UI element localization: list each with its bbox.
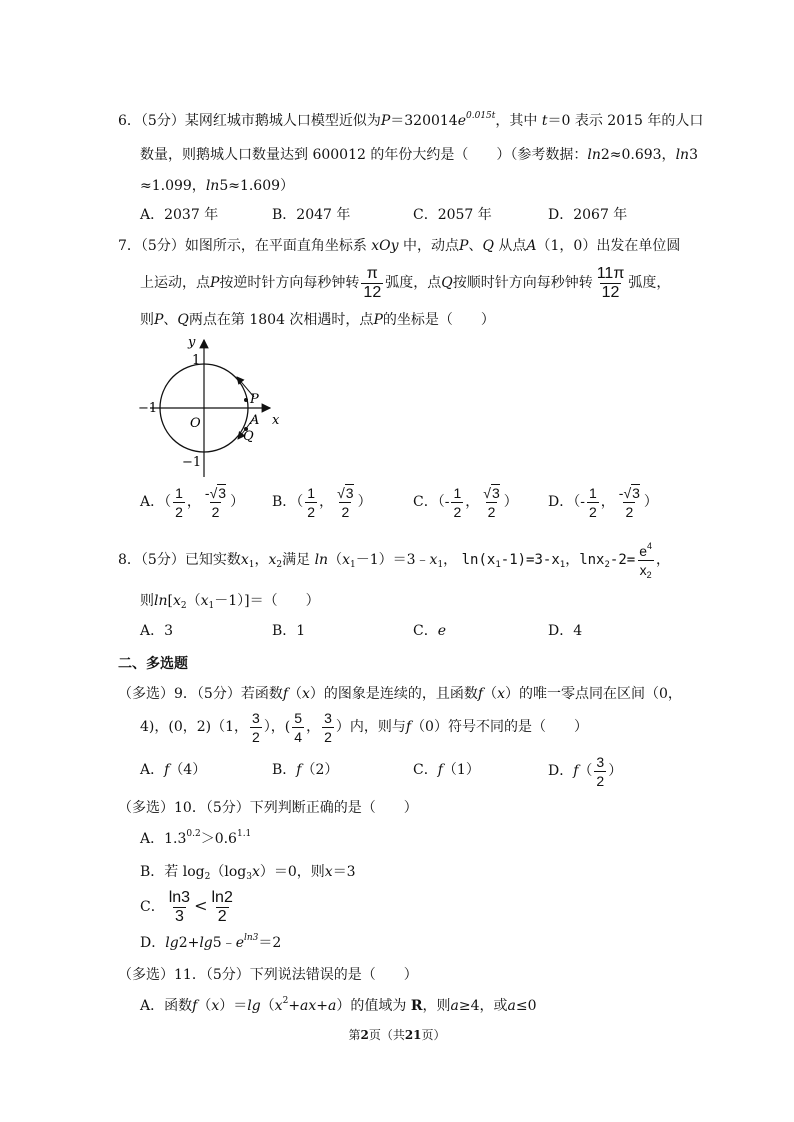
option-text: B．若 log xyxy=(140,864,205,880)
denominator: 12 xyxy=(363,283,382,301)
var-x1: x xyxy=(240,552,249,568)
ln5-value: 5≈1.609） xyxy=(219,178,295,194)
lg: lg xyxy=(247,998,261,1014)
option-label: B．（ xyxy=(272,494,304,510)
q8-option-c[interactable] xyxy=(413,621,446,641)
denominator: 2 xyxy=(453,503,462,520)
q10-option-d[interactable] xyxy=(140,933,281,953)
ln: ln xyxy=(154,593,168,609)
var-a: a xyxy=(450,998,459,1014)
q7-option-c[interactable] xyxy=(413,482,518,522)
fraction: $\frac{-√3}{2}$ xyxy=(618,484,640,520)
subscript: 1 xyxy=(349,560,356,570)
denominator: 4 xyxy=(294,728,303,745)
q8-text: 8．（5分）已知实数 xyxy=(118,552,241,568)
q7-text: 中，动点 xyxy=(403,238,460,254)
q9-option-c[interactable] xyxy=(413,760,480,780)
q10-option-b[interactable] xyxy=(140,862,356,882)
var-f: f xyxy=(192,998,198,1014)
sign: - xyxy=(618,484,624,501)
q8-text: 则 xyxy=(140,593,154,609)
ln: ln xyxy=(587,147,601,163)
subscript: 1 xyxy=(437,560,444,570)
var-e: e xyxy=(437,623,447,639)
option-text: 5﹣ xyxy=(212,935,236,951)
footer-text: 第 xyxy=(348,1028,361,1042)
ln: ln xyxy=(314,552,329,568)
paren: （ xyxy=(288,686,303,702)
fraction xyxy=(250,709,262,746)
fraction xyxy=(292,709,304,746)
var-Q: Q xyxy=(177,312,189,328)
q6-option-c[interactable]: C．2057 年 xyxy=(413,207,492,223)
option-text: ≤0 xyxy=(515,998,537,1014)
exponent: 0.015t xyxy=(466,111,496,121)
eq-part: -2= xyxy=(609,552,636,568)
sign: - xyxy=(204,484,210,501)
total-pages: 21 xyxy=(404,1028,422,1042)
plus: + xyxy=(288,998,301,1014)
fraction xyxy=(637,542,654,579)
option-text: ）＝ xyxy=(219,998,248,1014)
subscript: 1 xyxy=(248,560,255,570)
q8-option-a[interactable]: A．3 xyxy=(140,623,174,639)
q7-option-d[interactable] xyxy=(548,482,658,522)
ln3-value: ≈1.099， xyxy=(140,178,206,194)
sep: ， xyxy=(600,494,615,510)
q8-line2 xyxy=(140,591,320,611)
page-number: 2 xyxy=(360,1028,369,1042)
sep: ， xyxy=(319,494,334,510)
numerator: 1 xyxy=(175,484,183,501)
var-x: x xyxy=(497,686,506,702)
option-label: D．（ xyxy=(548,494,581,510)
var-xOy: xOy xyxy=(371,238,399,254)
numerator: ln2 xyxy=(211,888,233,906)
var-P: P xyxy=(373,312,383,328)
q7-text: 按逆时针方向每秒钟转 xyxy=(219,275,360,291)
denominator: 2 xyxy=(324,728,332,745)
equation-2 xyxy=(579,540,671,580)
fraction xyxy=(173,484,185,521)
superscript: 0.2 xyxy=(186,829,201,839)
var-x: x xyxy=(211,998,220,1014)
superscript: 2 xyxy=(282,996,289,1006)
sep: ， xyxy=(443,552,458,568)
denominator: 2 xyxy=(211,503,220,520)
label-A: A xyxy=(250,413,260,428)
subscript: 2 xyxy=(180,601,187,611)
label-Q: Q xyxy=(243,429,254,444)
denominator: 3 xyxy=(174,907,184,925)
eq-part: ln(x xyxy=(461,552,496,568)
q6-text: ，其中 xyxy=(495,113,542,129)
var-x: x xyxy=(324,864,333,880)
exponent: ln3 xyxy=(244,933,259,943)
q7-text: 则 xyxy=(140,312,154,328)
fraction xyxy=(587,484,599,521)
q9-text: （0）符号不同的是（ ） xyxy=(411,719,588,735)
q7-option-a[interactable] xyxy=(140,482,244,522)
superscript: 4 xyxy=(647,540,653,551)
q6-text: 数量，则鹅城人口数量达到 600012 的年份大约是（ ）（参考数据： xyxy=(140,147,588,163)
fraction xyxy=(209,889,234,926)
var-P: P xyxy=(154,312,164,328)
q9-option-a[interactable] xyxy=(140,760,206,780)
q6-text: ＝0 表示 2015 年的人口 xyxy=(547,113,704,129)
q7-line2 xyxy=(140,264,670,302)
option-label: D． xyxy=(548,763,574,779)
close: ） xyxy=(643,494,658,510)
q7-line1 xyxy=(118,236,680,256)
q9-option-b[interactable] xyxy=(272,760,338,780)
var-t: t xyxy=(541,113,548,129)
var-f: f xyxy=(405,719,412,735)
var-Q: Q xyxy=(441,275,453,291)
q6-option-a[interactable]: A．2037 年 xyxy=(140,207,219,223)
fraction xyxy=(451,484,463,521)
numerator: π xyxy=(366,264,378,282)
sep: ， xyxy=(254,552,269,568)
q6-line3 xyxy=(140,176,294,196)
fraction xyxy=(167,889,192,926)
radicand: 3 xyxy=(491,484,500,501)
numerator: 5 xyxy=(294,709,303,726)
fraction-11pi-12 xyxy=(595,265,627,302)
var-e: e xyxy=(235,935,244,951)
q6-eq: ＝320014 xyxy=(390,113,458,129)
lg: lg xyxy=(199,935,213,951)
close: ） xyxy=(230,494,245,510)
subscript: 3 xyxy=(246,872,252,882)
q9-text: （多选）9．（5分）若函数 xyxy=(118,686,283,702)
denominator: 2 xyxy=(252,728,260,745)
set-R: R xyxy=(410,998,423,1014)
q10-stem: （多选）10．（5分）下列判断正确的是（ ） xyxy=(118,800,418,816)
var-A: A xyxy=(526,238,537,254)
option-label: C． xyxy=(413,762,438,778)
denominator: x xyxy=(639,561,647,578)
sep: 、 xyxy=(163,312,178,328)
eq-part: -1)=3-x xyxy=(500,552,560,568)
close: ） xyxy=(503,494,518,510)
q6-line2 xyxy=(140,145,698,165)
subscript: 1 xyxy=(559,560,566,570)
label-1: 1 xyxy=(192,353,201,368)
option-text: （log xyxy=(210,864,247,880)
point-P xyxy=(244,398,248,402)
var-x: x xyxy=(274,998,283,1014)
radicand: 3 xyxy=(632,484,640,501)
option-label: A． xyxy=(140,762,165,778)
close: ） xyxy=(357,494,372,510)
unit-circle-figure xyxy=(130,332,300,482)
paren: （ xyxy=(328,552,343,568)
paren: ） xyxy=(608,763,623,779)
subscript: 2 xyxy=(276,560,283,570)
var-a: a xyxy=(328,998,337,1014)
q7-text: 两点在第 1804 次相遇时，点 xyxy=(188,312,374,328)
option-text: ＝3 xyxy=(332,864,356,880)
label-neg1-bottom: −1 xyxy=(182,455,202,470)
less-than: < xyxy=(194,896,208,915)
q7-text: 从点 xyxy=(498,238,527,254)
q7-line3 xyxy=(140,310,495,330)
denominator: 2 xyxy=(307,503,316,520)
q11-option-a[interactable] xyxy=(140,996,536,1016)
q6-option-d[interactable]: D．2067 年 xyxy=(548,207,628,223)
eq-part: lnx xyxy=(579,552,605,568)
var-x: x xyxy=(302,686,310,702)
q9-text: ）的唯一零点同在区间（0， xyxy=(505,686,682,702)
fraction xyxy=(594,753,606,790)
option-label: D． xyxy=(140,935,166,951)
numerator: 1 xyxy=(453,484,462,501)
ln: ln xyxy=(205,178,220,194)
fraction: $\frac{√3}{2}$ xyxy=(337,484,354,520)
page-footer xyxy=(0,1026,794,1043)
var-x2: x xyxy=(268,552,277,568)
q7-text: 弧度，点 xyxy=(385,275,442,291)
q10-option-a[interactable] xyxy=(140,829,251,849)
q6-option-b[interactable]: B．2047 年 xyxy=(272,207,351,223)
fraction xyxy=(305,484,317,521)
sep: ， xyxy=(306,719,321,735)
label-x: x xyxy=(272,413,280,428)
var-f: f xyxy=(437,762,443,778)
numerator: 3 xyxy=(252,709,260,726)
denominator: 2 xyxy=(175,503,183,520)
superscript: 1.1 xyxy=(236,829,252,839)
label-P: P xyxy=(250,392,259,407)
subscript: 1 xyxy=(495,560,501,570)
option-text: A．1.3 xyxy=(140,831,187,847)
option-text: ＝2 xyxy=(258,935,282,951)
option-text: ）＝0，则 xyxy=(259,864,325,880)
q8-option-b[interactable]: B．1 xyxy=(272,623,306,639)
ln: ln xyxy=(675,147,690,163)
paren: （ xyxy=(186,593,201,609)
var-P: P xyxy=(210,275,220,291)
var-ax: ax xyxy=(300,998,317,1014)
option-text: A．函数 xyxy=(140,998,193,1014)
q9-line2 xyxy=(140,707,588,747)
arg: （1） xyxy=(442,762,480,778)
q7-text: （1，0）出发在单位圆 xyxy=(536,238,681,254)
lg: lg xyxy=(165,935,179,951)
option-label: C．（ xyxy=(413,494,445,510)
sep: ， xyxy=(186,494,201,510)
q9-option-d[interactable] xyxy=(548,751,622,791)
var-a: a xyxy=(507,998,516,1014)
var-x2: x xyxy=(172,593,181,609)
q9-text: 4)，(0，2)（1， xyxy=(140,719,249,735)
paren: （ xyxy=(578,763,593,779)
option-text: ，则 xyxy=(422,998,451,1014)
q11-stem: （多选）11．（5分）下列说法错误的是（ ） xyxy=(118,967,418,983)
q7-option-b[interactable] xyxy=(272,482,372,522)
var-f: f xyxy=(573,763,579,779)
q7-text: 弧度， xyxy=(628,275,671,291)
var-f: f xyxy=(477,686,484,702)
q6-line1 xyxy=(118,111,703,131)
option-label: B． xyxy=(272,762,297,778)
q8-option-d[interactable]: D．4 xyxy=(548,623,583,639)
subscript: 1 xyxy=(208,601,215,611)
plus: + xyxy=(316,998,329,1014)
sep: 、 xyxy=(468,238,483,254)
label-O: O xyxy=(190,416,201,431)
q8-line1 xyxy=(118,540,670,580)
denominator: 2 xyxy=(625,503,634,520)
var-Q: Q xyxy=(482,238,494,254)
numerator: 1 xyxy=(588,484,597,501)
q9-line1 xyxy=(118,684,682,704)
option-text: ＞0.6 xyxy=(200,831,237,847)
q7-text: 按顺时针方向每秒钟转 xyxy=(452,275,593,291)
var-x1: x xyxy=(200,593,209,609)
option-label: C． xyxy=(140,899,165,915)
q9-text: ），( xyxy=(263,719,291,735)
option-text: ）的值域为 xyxy=(336,998,411,1014)
arg: （2） xyxy=(301,762,339,778)
q8-text: －1）]＝（ ） xyxy=(214,593,320,609)
paren: （ xyxy=(197,998,212,1014)
numerator: ln3 xyxy=(168,888,191,906)
fraction-pi-12 xyxy=(361,265,383,302)
denominator: 12 xyxy=(601,283,620,301)
q6-text: 6．（5分）某网红城市鹅城人口模型近似为 xyxy=(118,113,381,129)
footer-text: 页（共 xyxy=(368,1028,405,1042)
numerator: e xyxy=(639,542,648,559)
sep: ， xyxy=(465,494,480,510)
sign: - xyxy=(580,494,585,510)
var-f: f xyxy=(282,686,289,702)
denominator: 2 xyxy=(217,907,227,925)
sep: ， xyxy=(656,552,671,568)
var-x1: x xyxy=(342,552,350,568)
numerator: 3 xyxy=(324,709,332,726)
radicand: 3 xyxy=(218,484,227,501)
section-heading: 二、多选题 xyxy=(118,656,188,672)
ln3-label: 3 xyxy=(689,147,698,163)
label-y: y xyxy=(188,335,196,350)
var-P: P xyxy=(380,113,391,129)
bracket: [ xyxy=(167,593,173,609)
sep: ， xyxy=(565,552,580,568)
numerator: 11π xyxy=(596,264,625,282)
footer-text: 页） xyxy=(421,1028,446,1042)
option-label: C． xyxy=(413,623,438,639)
paren: （ xyxy=(483,686,498,702)
numerator: 1 xyxy=(307,484,316,501)
var-x1: x xyxy=(429,552,438,568)
equation-1 xyxy=(462,552,580,568)
fraction xyxy=(322,709,334,746)
q7-text: 的坐标是（ ） xyxy=(382,312,495,328)
var-f: f xyxy=(296,762,302,778)
option-label: A．（ xyxy=(140,494,172,510)
subscript: 2 xyxy=(204,872,211,882)
q10-option-c[interactable] xyxy=(140,886,237,927)
radicand: 3 xyxy=(345,484,354,501)
label-neg1: −1 xyxy=(138,401,158,416)
fraction: $\frac{√3}{2}$ xyxy=(483,484,500,520)
var-f: f xyxy=(164,762,170,778)
denominator: 2 xyxy=(341,503,350,520)
q9-text: ）内，则与 xyxy=(335,719,406,735)
option-text: ≥4，或 xyxy=(458,998,508,1014)
q7-text: 上运动，点 xyxy=(140,275,210,291)
sign: - xyxy=(444,494,450,510)
denominator: 2 xyxy=(596,772,605,789)
fraction: $\frac{-√3}{2}$ xyxy=(204,484,227,520)
var-x: x xyxy=(251,864,260,880)
q9-text: ）的图象是连续的，且函数 xyxy=(309,686,478,702)
option-text: 2+ xyxy=(178,935,200,951)
q8-text: －1）＝3﹣ xyxy=(355,552,430,568)
denominator: 2 xyxy=(487,503,496,520)
numerator: 3 xyxy=(596,753,605,770)
subscript: 2 xyxy=(646,569,652,580)
var-e: e xyxy=(457,113,466,129)
var-P: P xyxy=(459,238,469,254)
q7-text: 7．（5分）如图所示，在平面直角坐标系 xyxy=(118,238,367,254)
ln2-value: 2≈0.693， xyxy=(600,147,676,163)
q8-text: 满足 xyxy=(282,552,311,568)
arg: （4） xyxy=(169,762,207,778)
paren: （ xyxy=(260,998,275,1014)
denominator: 2 xyxy=(588,503,597,520)
subscript: 2 xyxy=(604,560,610,570)
